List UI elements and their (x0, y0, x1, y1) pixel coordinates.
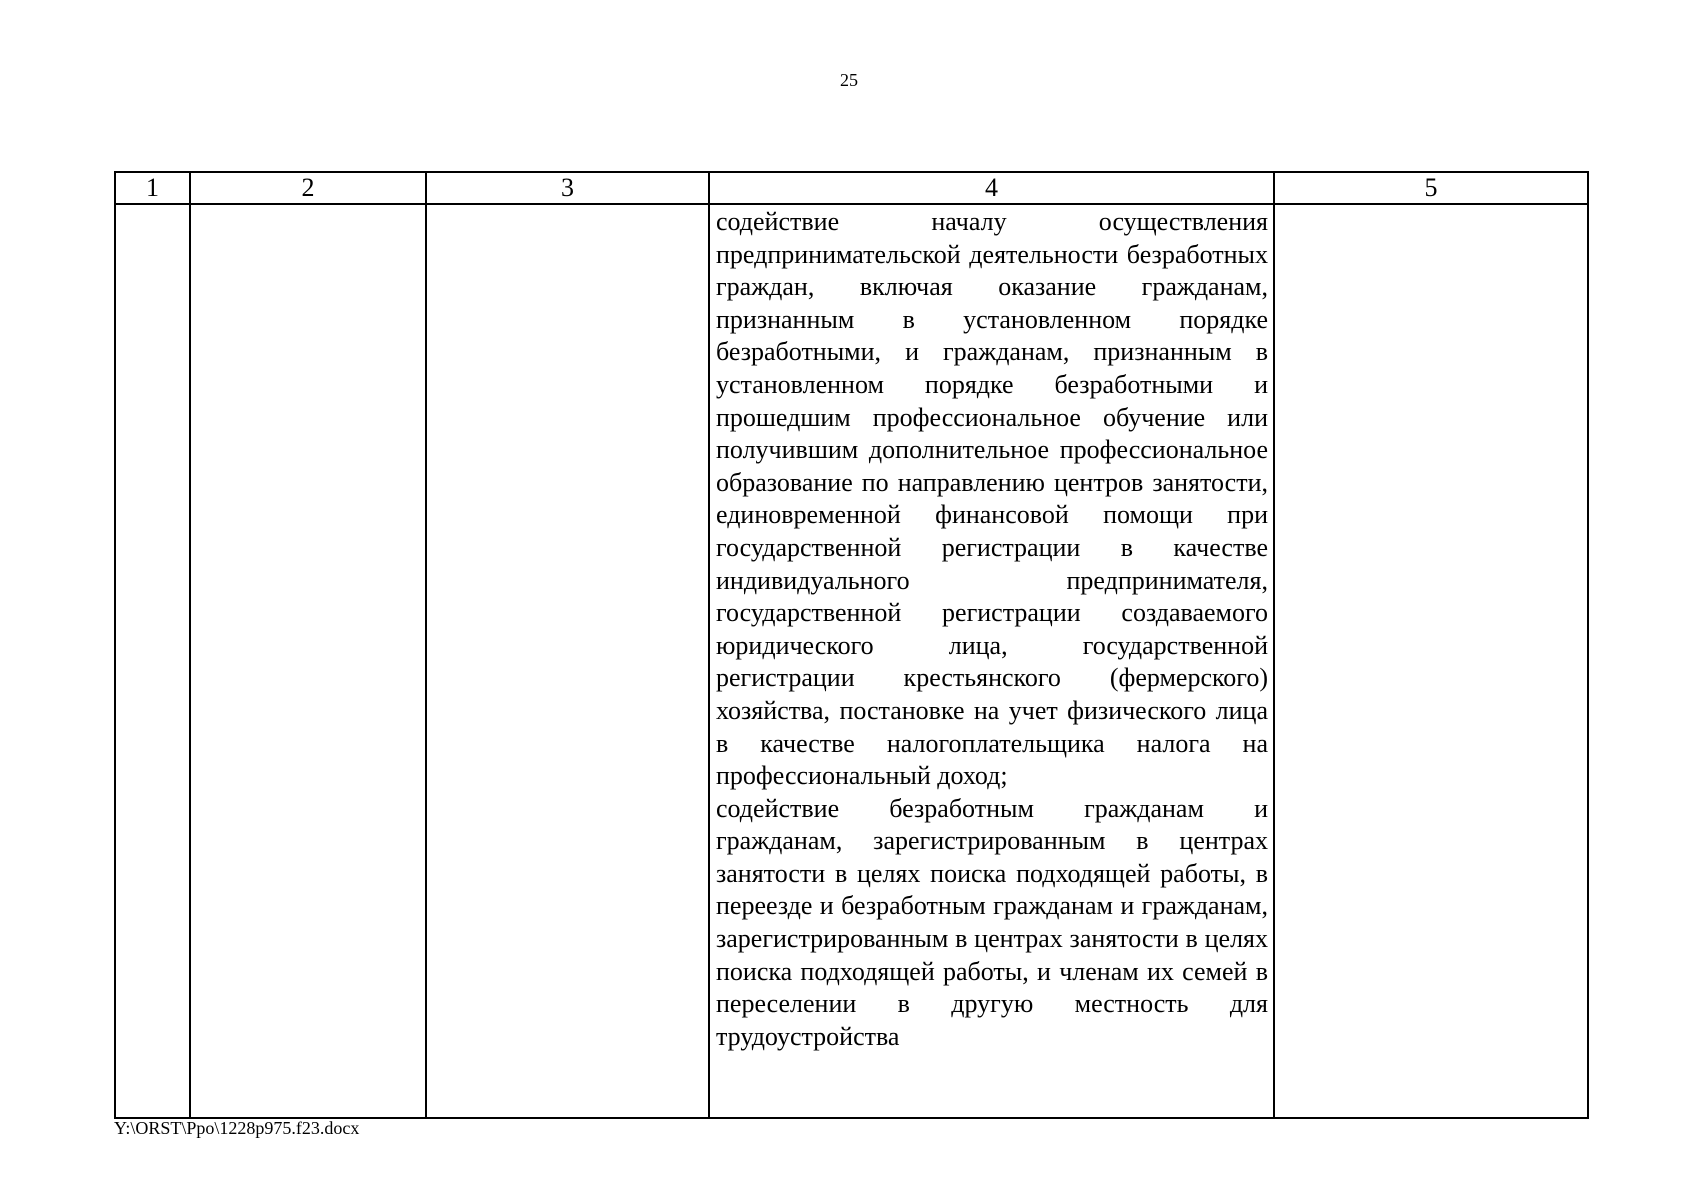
page-number: 25 (840, 70, 858, 90)
table-cell-col1 (115, 204, 190, 1118)
column-header-2: 2 (190, 172, 426, 204)
table-cell-col3 (426, 204, 709, 1118)
column-header-3: 3 (426, 172, 709, 204)
col4-text-block (710, 205, 1273, 1053)
table-header-row (115, 172, 1588, 204)
column-header-1: 1 (115, 172, 190, 204)
document-table (114, 171, 1589, 1119)
table-row (115, 204, 1588, 1118)
footer-file-path: Y:\ORST\Ppo\1228p975.f23.docx (114, 1118, 360, 1138)
column-header-4: 4 (709, 172, 1274, 204)
table-cell-col4 (709, 204, 1274, 1118)
col4-paragraph-1: содействие началу осуществления предпринимательской деятельности безработных граждан, включая оказание гражданам, признанным в установленном порядке безработными, и гражданам, признанным в установленном порядке безработными и прошедшим профессиональное обучение или получившим дополнительное профессиональное образование по направлению центров занятости, единовременной финансовой помощи при государственной регистрации в качестве индивидуального предпринимателя, государственной регистрации создаваемого юридического лица, государственной регистрации крестьянского (фермерского) хозяйства, постановке на учет физического лица в качестве налогоплательщика налога на профессиональный доход; (716, 207, 1268, 791)
column-header-5: 5 (1274, 172, 1588, 204)
table-cell-col5 (1274, 204, 1588, 1118)
table-cell-col2 (190, 204, 426, 1118)
col4-paragraph-2: содействие безработным гражданам и гражданам, зарегистрированным в центрах занятости в целях поиска подходящей работы, в переезде и безработным гражданам и гражданам, зарегистрированным в центрах занятости в целях поиска подходящей работы, и членам их семей в переселении в другую местность для трудоустройства (716, 793, 1268, 1051)
